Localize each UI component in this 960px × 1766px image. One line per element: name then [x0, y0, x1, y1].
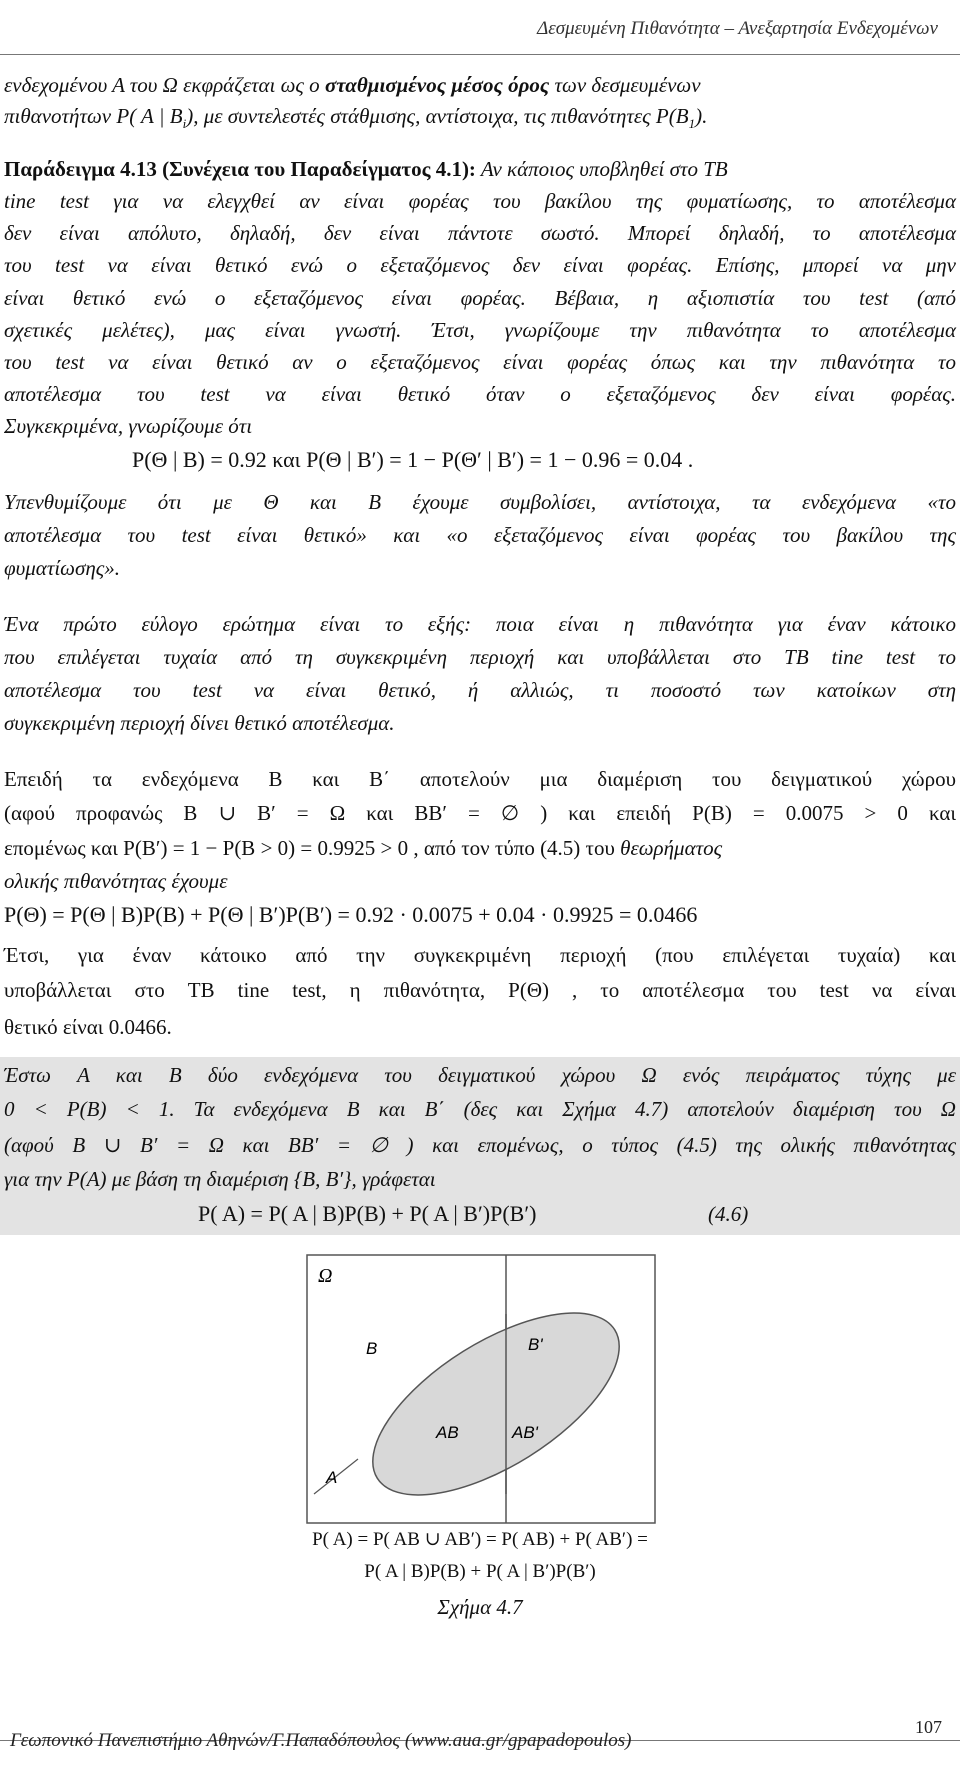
example-line: του test να είναι θετικό ενώ ο εξεταζόμενος δεν είναι φορέας. Επίσης, μπορεί να μην [4, 253, 956, 277]
formula-conditional: P(Θ | B) = 0.92 και P(Θ | B′) = 1 − P(Θ′ | B′) = 1 − 0.96 = 0.04 . [132, 447, 694, 472]
solution-line: υποβάλλεται στο TB tine test, η πιθανότητα, P(Θ) , το αποτέλεσμα του test να είναι [4, 978, 956, 1002]
solution-line: επομένως και P(B′) = 1 − P(B > 0) = 0.9925 > 0 , από τον τύπο (4.5) του θεωρήματος [4, 836, 723, 860]
example-line: σχετικές μελέτες), μας είναι γνωστή. Έτσι, γνωρίζουμε την πιθανότητα το αποτέλεσμα [4, 318, 956, 342]
omega-label: Ω [318, 1265, 333, 1287]
page-number: 107 [915, 1717, 942, 1737]
total-probability-formula: P(Θ) = P(Θ | B)P(B) + P(Θ | B′)P(B′) = 0.92 · 0.0075 + 0.04 · 0.9925 = 0.0466 [4, 902, 698, 927]
question-line: συγκεκριμένη περιοχή δίνει θετικό αποτέλεσμα. [4, 711, 395, 735]
example-line: του test να είναι θετικό αν ο εξεταζόμενος είναι φορέας όπως και την πιθανότητα το [4, 350, 956, 374]
reminder-line: Υπενθυμίζουμε ότι με Θ και Β έχουμε συμβολίσει, αντίστοιχα, τα ενδεχόμενα «το [4, 490, 956, 514]
formula-4-6: P( A) = P( A | B)P(B) + P( A | B′)P(B′) [198, 1201, 537, 1226]
example-line: tine test για να ελεγχθεί αν είναι φορέας του βακίλου της φυματίωσης, το αποτέλεσμα [4, 189, 956, 213]
theorem-line: (αφού B ∪ B′ = Ω και BB′ = ∅ ) και επομένως, ο τύπος (4.5) της ολικής πιθανότητας [4, 1133, 956, 1157]
solution-line: (αφού προφανώς B ∪ B′ = Ω και BB′ = ∅ ) και επειδή P(B) = 0.0075 > 0 και [4, 801, 956, 825]
venn-diagram [306, 1254, 656, 1524]
figure-equation-2: P( A | B)P(B) + P( A | B′)P(B′) [364, 1561, 596, 1582]
theorem-line: για την P(A) με βάση τη διαμέριση {B, B′}, γράφεται [4, 1167, 436, 1191]
example-title-line: Παράδειγμα 4.13 (Συνέχεια του Παραδείγματος 4.1): Αν κάποιος υποβληθεί στο TB [4, 157, 728, 181]
solution-line: Έτσι, για έναν κάτοικο από την συγκεκριμένη περιοχή (που επιλέγεται τυχαία) και [4, 943, 956, 967]
header-rule [0, 54, 960, 55]
reminder-line: φυματίωσης». [4, 556, 121, 580]
abprime-label: AB' [512, 1423, 538, 1442]
example-line: αποτέλεσμα του test να είναι θετικό όταν ο εξεταζόμενος δεν είναι φορέας. [4, 382, 956, 406]
solution-line: Επειδή τα ενδεχόμενα B και B΄ αποτελούν μια διαμέριση του δειγματικού χώρου [4, 767, 956, 791]
figure-equation-1: P( A) = P( AB ∪ AB′) = P( AB) + P( AB′) = [312, 1529, 648, 1550]
example-line: είναι θετικό ενώ ο εξεταζόμενος είναι φορέας. Βέβαια, η αξιοπιστία του test (από [4, 286, 956, 310]
theorem-line: 0 < P(B) < 1. Τα ενδεχόμενα Β και Β΄ (δες και Σχήμα 4.7) αποτελούν διαμέριση του Ω [4, 1097, 956, 1121]
question-line: Ένα πρώτο εύλογο ερώτημα είναι το εξής: ποια είναι η πιθανότητα για έναν κάτοικο [4, 612, 956, 636]
reminder-line: αποτέλεσμα του test είναι θετικό» και «ο εξεταζόμενος είναι φορέας του βακίλου της [4, 523, 956, 547]
intro-line-2: πιθανοτήτων P( A | $B_i$), με συντελεστές στάθμισης, αντίστοιχα, τις πιθανότητες $P(B_1)$. [4, 104, 708, 132]
equation-tag: (4.6) [708, 1202, 749, 1226]
running-header: Δεσμευμένη Πιθανότητα – Ανεξαρτησία Ενδεχομένων [537, 18, 938, 39]
a-label: A [326, 1468, 338, 1487]
example-line: δεν είναι απόλυτο, δηλαδή, δεν είναι πάντοτε σωστό. Μπορεί δηλαδή, το αποτέλεσμα [4, 221, 956, 245]
question-line: αποτέλεσμα του test να είναι θετικό, ή αλλιώς, τι ποσοστό των κατοίκων στη [4, 678, 956, 702]
solution-line: ολικής πιθανότητας έχουμε [4, 869, 228, 893]
example-line: Συγκεκριμένα, γνωρίζουμε ότι [4, 414, 253, 438]
b-label: B [366, 1339, 378, 1358]
figure-caption: Σχήμα 4.7 [437, 1595, 523, 1619]
theorem-line: Έστω A και B δύο ενδεχόμενα του δειγματικού χώρου Ω ενός πειράματος τύχης με [4, 1063, 956, 1087]
bprime-label: B' [528, 1335, 543, 1354]
question-line: που επιλέγεται τυχαία από τη συγκεκριμένη περιοχή και υποβάλλεται στο TB tine test το [4, 645, 956, 669]
intro-line-1: ενδεχομένου Α του Ω εκφράζεται ως ο σταθμισμένος μέσος όρος των δεσμευμένων [4, 73, 701, 97]
ab-label: AB [436, 1423, 459, 1442]
footer-text: Γεωπονικό Πανεπιστήμιο Αθηνών/Γ.Παπαδόπουλος (www.aua.gr/gpapadopoulos) [10, 1730, 632, 1751]
solution-line: θετικό είναι 0.0466. [4, 1015, 172, 1039]
